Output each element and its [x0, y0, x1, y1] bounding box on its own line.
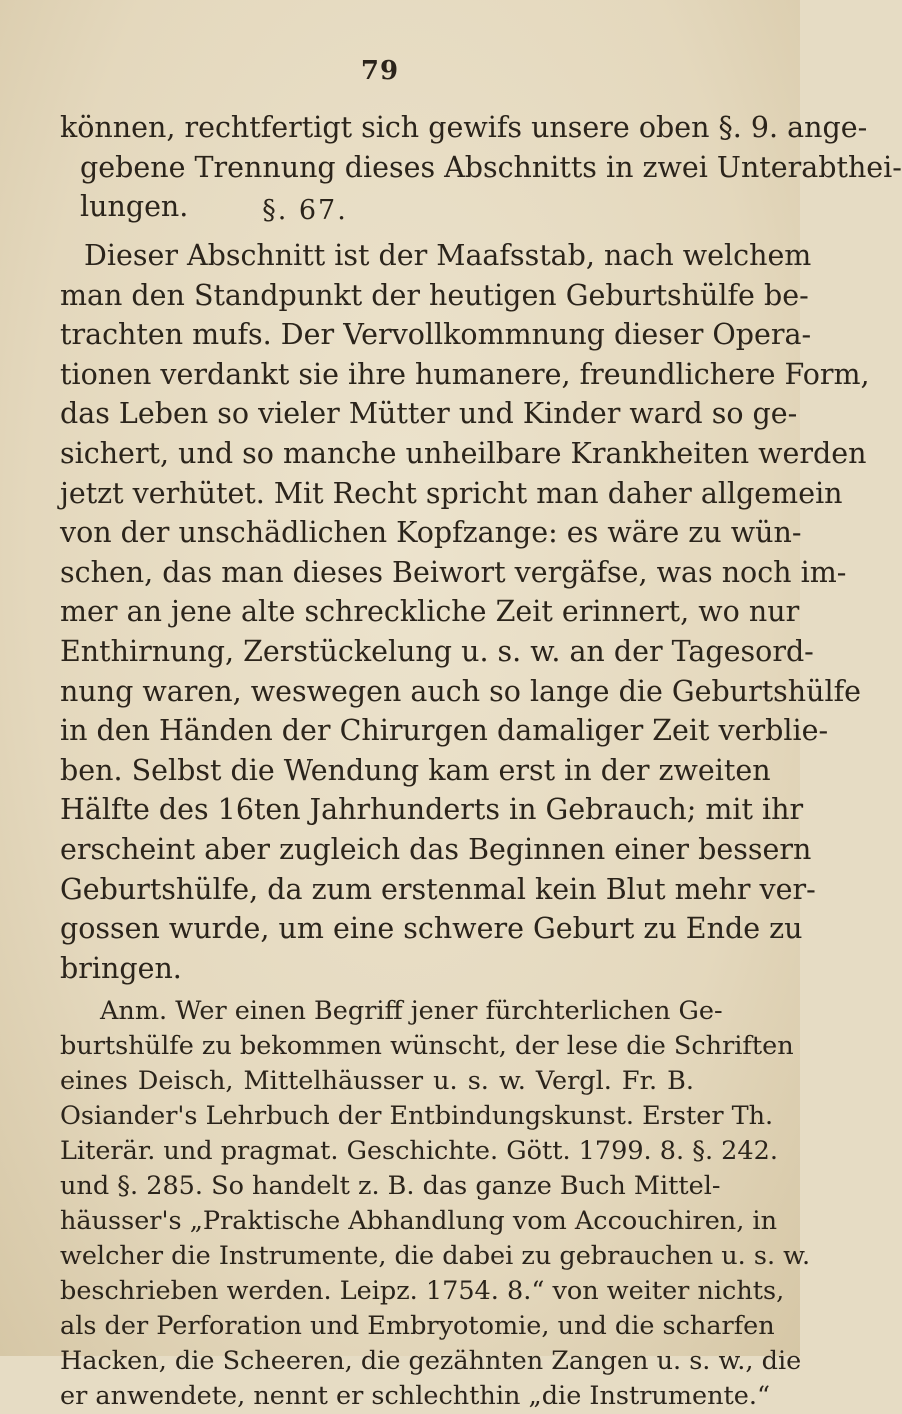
text-line: schen, das man dieses Beiwort vergäfse, was noch im-	[60, 555, 847, 589]
page-number: 79	[360, 56, 400, 86]
text-line: häusser's „Praktische Abhandlung vom Accouchiren, in	[60, 1206, 778, 1236]
text-line: nung waren, weswegen auch so lange die Geburtshülfe	[60, 674, 862, 708]
text-line: gossen wurde, um eine schwere Geburt zu Ende zu	[60, 912, 803, 946]
text-line: gebene Trennung dieses Abschnitts in zwei Unterabthei-	[80, 150, 902, 184]
body-paragraph	[60, 236, 870, 988]
text-line: Hacken, die Scheeren, die gezähnten Zangen u. s. w., die	[60, 1346, 802, 1376]
text-line: Dieser Abschnitt ist der Maafsstab, nach welchem	[84, 239, 812, 272]
text-line: tionen verdankt sie ihre humanere, freundlichere Form,	[60, 357, 870, 391]
text-line: burtshülfe zu bekommen wünscht, der lese die Schriften	[60, 1031, 794, 1061]
text-line: können, rechtfertigt sich gewifs unsere oben §. 9. ange-	[60, 111, 868, 144]
text-line: beschrieben werden. Leipz. 1754. 8.“ von weiter nichts,	[60, 1276, 785, 1306]
text-line: Hälfte des 16ten Jahrhunderts in Gebrauch; mit ihr	[60, 793, 804, 827]
text-line: Osiander's Lehrbuch der Entbindungskunst. Erster Th.	[60, 1101, 774, 1131]
text-line: welcher die Instrumente, die dabei zu gebrauchen u. s. w.	[60, 1241, 811, 1271]
text-line: man den Standpunkt der heutigen Geburtshülfe be-	[60, 278, 809, 312]
text-line: Enthirnung, Zerstückelung u. s. w. an der Tagesord-	[60, 634, 814, 668]
text-line: als der Perforation und Embryotomie, und die scharfen	[60, 1311, 775, 1341]
text-line: bringen.	[60, 951, 182, 985]
text-line: erscheint aber zugleich das Beginnen einer bessern	[60, 832, 812, 866]
text-line: in den Händen der Chirurgen damaliger Zeit verblie-	[60, 714, 829, 748]
text-line: und §. 285. So handelt z. B. das ganze Buch Mittel-	[60, 1171, 721, 1201]
text-line: lungen.	[80, 190, 189, 224]
text-line: ben. Selbst die Wendung kam erst in der zweiten	[60, 753, 771, 787]
text-line: das Leben so vieler Mütter und Kinder ward so ge-	[60, 397, 798, 431]
text-line: mer an jene alte schreckliche Zeit erinnert, wo nur	[60, 595, 800, 629]
note-paragraph	[60, 994, 811, 1414]
text-line: Literär. und pragmat. Geschichte. Gött. 1799. 8. §. 242.	[60, 1136, 778, 1166]
section-heading: §. 67.	[262, 195, 348, 226]
text-line: sichert, und so manche unheilbare Krankheiten werden	[60, 436, 867, 470]
text-line: eines Deisch, Mittelhäusser u. s. w. Vergl. Fr. B.	[60, 1066, 694, 1096]
text-line: Anm. Wer einen Begriff jener fürchterlichen Ge-	[100, 996, 723, 1026]
text-line: von der unschädlichen Kopfzange: es wäre zu wün-	[60, 516, 802, 550]
text-line: jetzt verhütet. Mit Recht spricht man daher allgemein	[60, 476, 843, 510]
text-line: trachten mufs. Der Vervollkommnung dieser Opera-	[60, 318, 812, 352]
text-line: er anwendete, nennt er schlechthin „die Instrumente.“	[60, 1381, 771, 1411]
text-line: Geburtshülfe, da zum erstenmal kein Blut mehr ver-	[60, 872, 816, 906]
